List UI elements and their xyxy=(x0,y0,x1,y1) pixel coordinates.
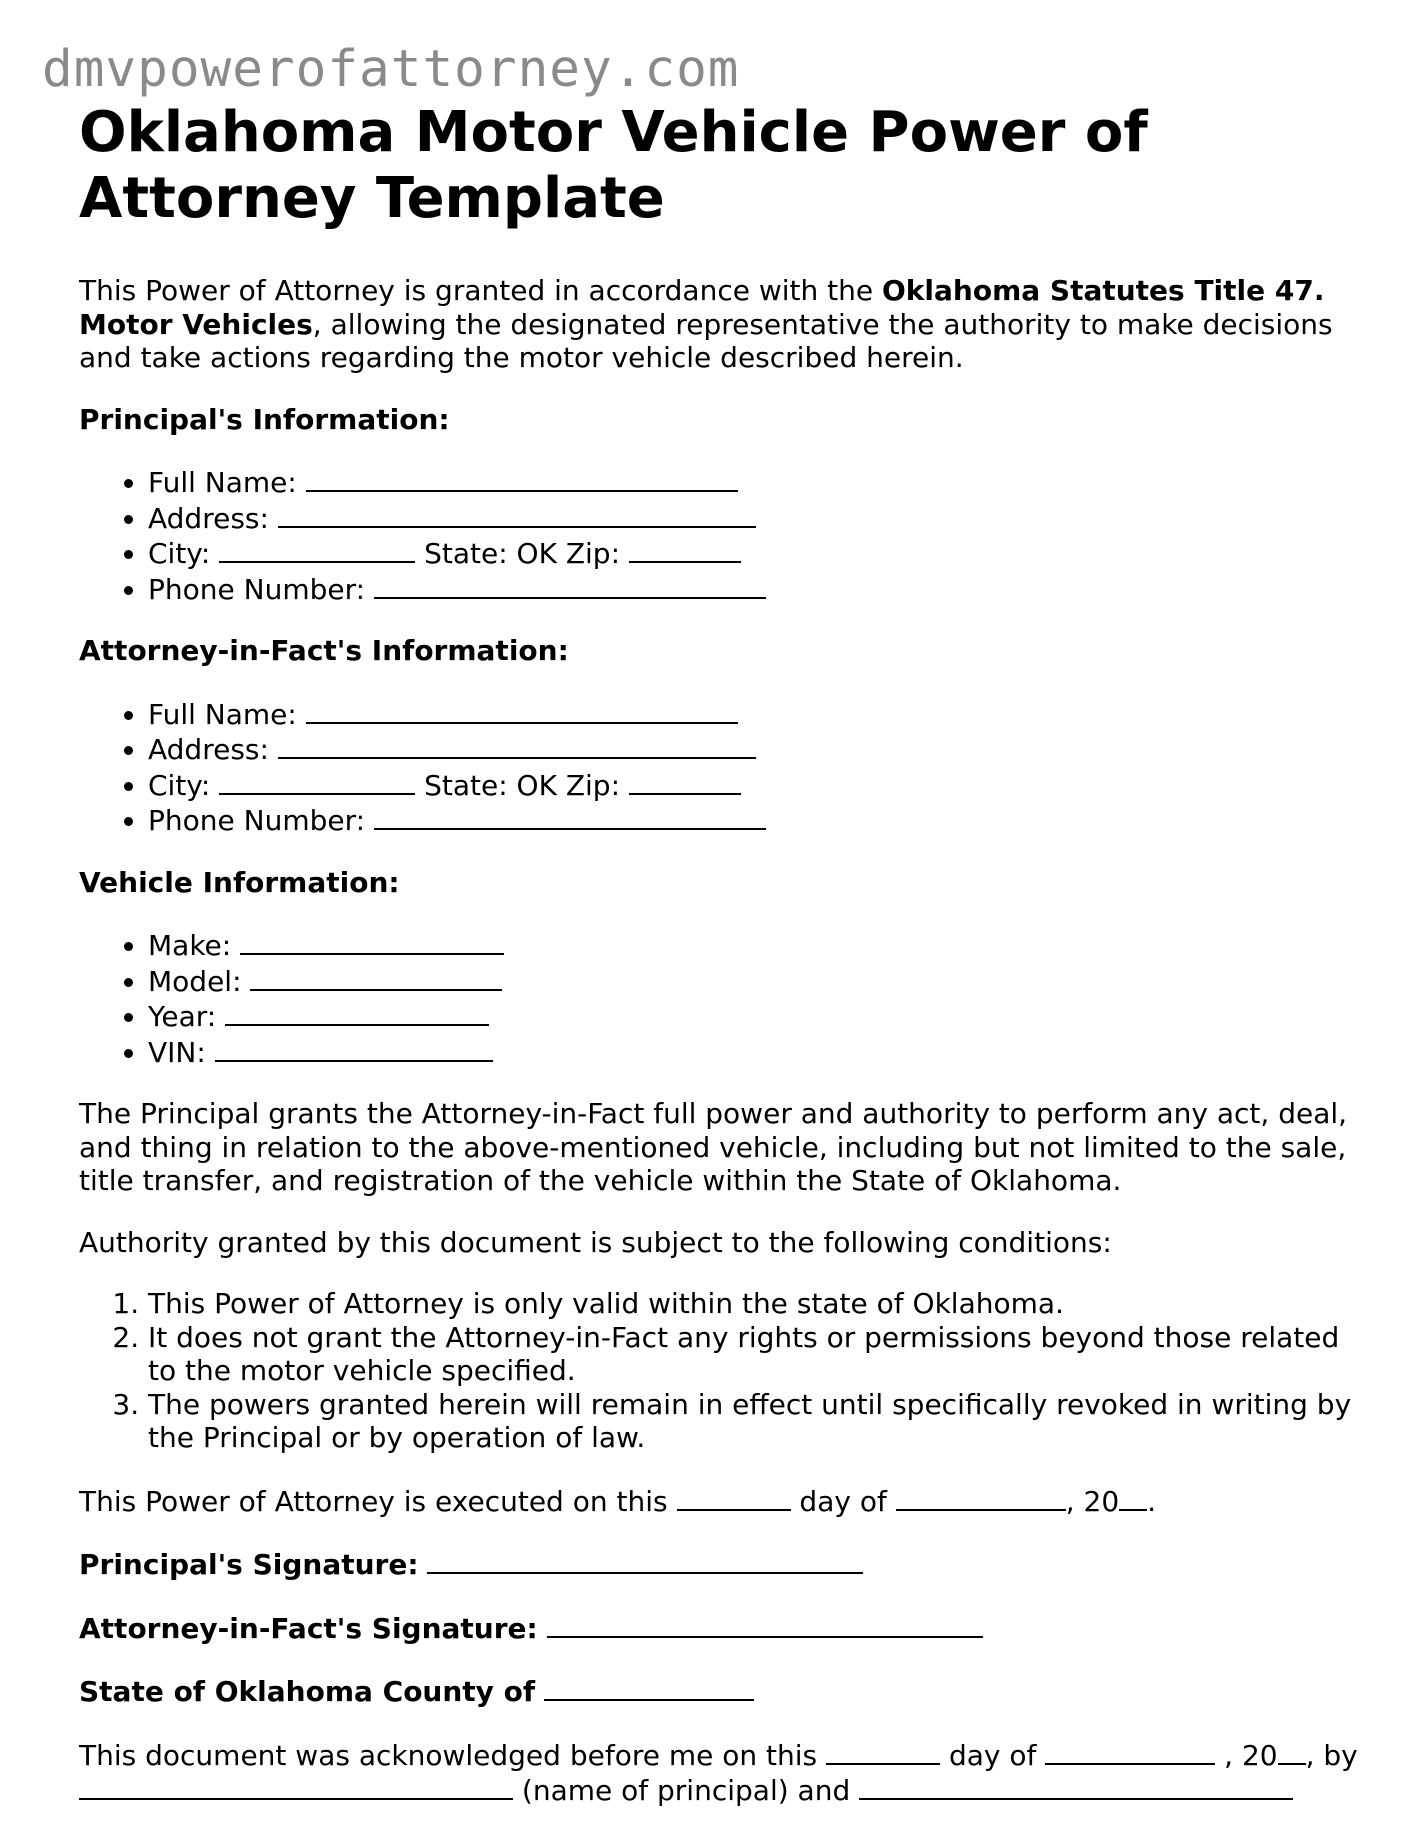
intro-statute: Oklahoma Statutes Title 47. Motor Vehicles xyxy=(79,274,1325,341)
attorney-city-blank[interactable] xyxy=(219,767,415,795)
vehicle-model-blank[interactable] xyxy=(250,963,502,991)
principal-phone-label: Phone Number: xyxy=(148,572,366,606)
principal-address-label: Address: xyxy=(148,501,269,535)
execution-line xyxy=(79,1483,1359,1519)
attorney-phone-label: Phone Number: xyxy=(148,804,366,837)
ack-month-blank[interactable] xyxy=(1045,1737,1215,1765)
condition-item: 1. This Power of Attorney is only valid within the state of Oklahoma. xyxy=(148,1287,1359,1321)
principal-signature-line xyxy=(79,1546,1359,1582)
principal-signature-blank[interactable] xyxy=(427,1546,863,1574)
attorney-city-label: City: xyxy=(148,768,211,802)
intro-suffix: , allowing the designated representative the authority to make decisions and take actions regarding the motor vehicle described herein. xyxy=(79,307,1333,374)
ack-prefix: This document was acknowledged before me on this xyxy=(79,1738,818,1772)
vehicle-model xyxy=(148,963,1359,999)
principal-heading: Principal's Information: xyxy=(79,402,450,436)
principal-state-label: State: OK Zip: xyxy=(424,537,621,570)
vehicle-vin-label: VIN: xyxy=(148,1035,206,1069)
vehicle-vin xyxy=(148,1034,1359,1070)
vehicle-model-label: Model: xyxy=(148,964,242,998)
attorney-zip-blank[interactable] xyxy=(629,767,741,795)
vehicle-make xyxy=(148,927,1359,963)
vehicle-year xyxy=(148,998,1359,1034)
condition-item: 2. It does not grant the Attorney-in-Fact any rights or permissions beyond those related to the motor vehicle specified. xyxy=(148,1321,1359,1388)
principal-phone xyxy=(148,571,1359,607)
ack-name-of-principal: (name of principal) and xyxy=(521,1774,851,1807)
vehicle-year-blank[interactable] xyxy=(225,998,489,1026)
attorney-heading: Attorney-in-Fact's Information: xyxy=(79,634,569,667)
principal-signature-label: Principal's Signature: xyxy=(79,1548,419,1581)
ack-day-of: day of xyxy=(948,1738,1037,1772)
attorney-full-name xyxy=(148,696,1359,732)
attorney-full-name-label: Full Name: xyxy=(148,697,297,731)
ack-year-blank[interactable] xyxy=(1278,1737,1306,1765)
execution-year-prefix: , 20 xyxy=(1065,1484,1120,1518)
attorney-fields xyxy=(79,696,1359,838)
document-page xyxy=(79,100,1359,1836)
intro-prefix: This Power of Attorney is granted in accordance with the xyxy=(79,274,882,307)
ack-by: , by xyxy=(1305,1738,1358,1772)
principal-fields xyxy=(79,464,1359,606)
execution-month-blank[interactable] xyxy=(896,1483,1066,1511)
county-line xyxy=(79,1673,1359,1709)
principal-city-blank[interactable] xyxy=(219,535,415,563)
ack-year-prefix: , 20 xyxy=(1224,1738,1278,1772)
attorney-phone-blank[interactable] xyxy=(374,802,766,830)
county-label: State of Oklahoma County of xyxy=(79,1675,536,1708)
execution-year-suffix: . xyxy=(1147,1484,1157,1518)
attorney-full-name-blank[interactable] xyxy=(306,696,738,724)
attorney-signature-label: Attorney-in-Fact's Signature: xyxy=(79,1611,538,1645)
attorney-state-label: State: OK Zip: xyxy=(424,768,621,802)
vehicle-vin-blank[interactable] xyxy=(215,1034,493,1062)
principal-city-state-zip xyxy=(148,535,1359,571)
attorney-phone xyxy=(148,802,1359,838)
county-blank[interactable] xyxy=(544,1673,754,1701)
page-title: Oklahoma Motor Vehicle Power of Attorney Template xyxy=(79,100,1148,231)
attorney-address-label: Address: xyxy=(148,733,269,766)
vehicle-year-label: Year: xyxy=(148,1000,217,1033)
grant-paragraph: The Principal grants the Attorney-in-Fact full power and authority to perform any act, deal, and thing in relation to the above-mentioned vehicle, including but not limited to the sale, title transfer, and registration of the vehicle within the State of Oklahoma. xyxy=(79,1097,1348,1197)
acknowledgment-paragraph xyxy=(79,1737,1359,1808)
principal-address xyxy=(148,500,1359,536)
vehicle-heading: Vehicle Information: xyxy=(79,865,400,899)
execution-prefix: This Power of Attorney is executed on this xyxy=(79,1484,668,1518)
attorney-signature-line xyxy=(79,1610,1359,1646)
principal-city-label: City: xyxy=(148,537,211,570)
vehicle-make-blank[interactable] xyxy=(240,927,504,955)
principal-full-name xyxy=(148,464,1359,500)
vehicle-make-label: Make: xyxy=(148,929,232,962)
watermark: dmvpowerofattorney.com xyxy=(42,40,740,99)
principal-full-name-label: Full Name: xyxy=(148,466,297,499)
ack-second-name-blank[interactable] xyxy=(859,1772,1293,1800)
execution-day-blank[interactable] xyxy=(677,1483,791,1511)
attorney-address xyxy=(148,731,1359,767)
execution-year-blank[interactable] xyxy=(1119,1483,1147,1511)
ack-day-blank[interactable] xyxy=(826,1737,940,1765)
attorney-signature-blank[interactable] xyxy=(547,1610,983,1638)
principal-phone-blank[interactable] xyxy=(374,571,766,599)
principal-address-blank[interactable] xyxy=(278,500,756,528)
ack-principal-name-blank[interactable] xyxy=(79,1772,513,1800)
execution-day-of: day of xyxy=(799,1484,887,1518)
condition-item: 3. The powers granted herein will remain in effect until specifically revoked in writing by the Principal or by operation of law. xyxy=(148,1388,1359,1455)
attorney-city-state-zip xyxy=(148,767,1359,803)
principal-zip-blank[interactable] xyxy=(629,535,741,563)
principal-full-name-blank[interactable] xyxy=(306,464,738,492)
vehicle-fields xyxy=(79,927,1359,1069)
conditions-list xyxy=(79,1287,1359,1455)
conditions-intro: Authority granted by this document is subject to the following conditions: xyxy=(79,1225,1112,1259)
intro-paragraph xyxy=(79,274,1359,375)
attorney-address-blank[interactable] xyxy=(278,731,756,759)
